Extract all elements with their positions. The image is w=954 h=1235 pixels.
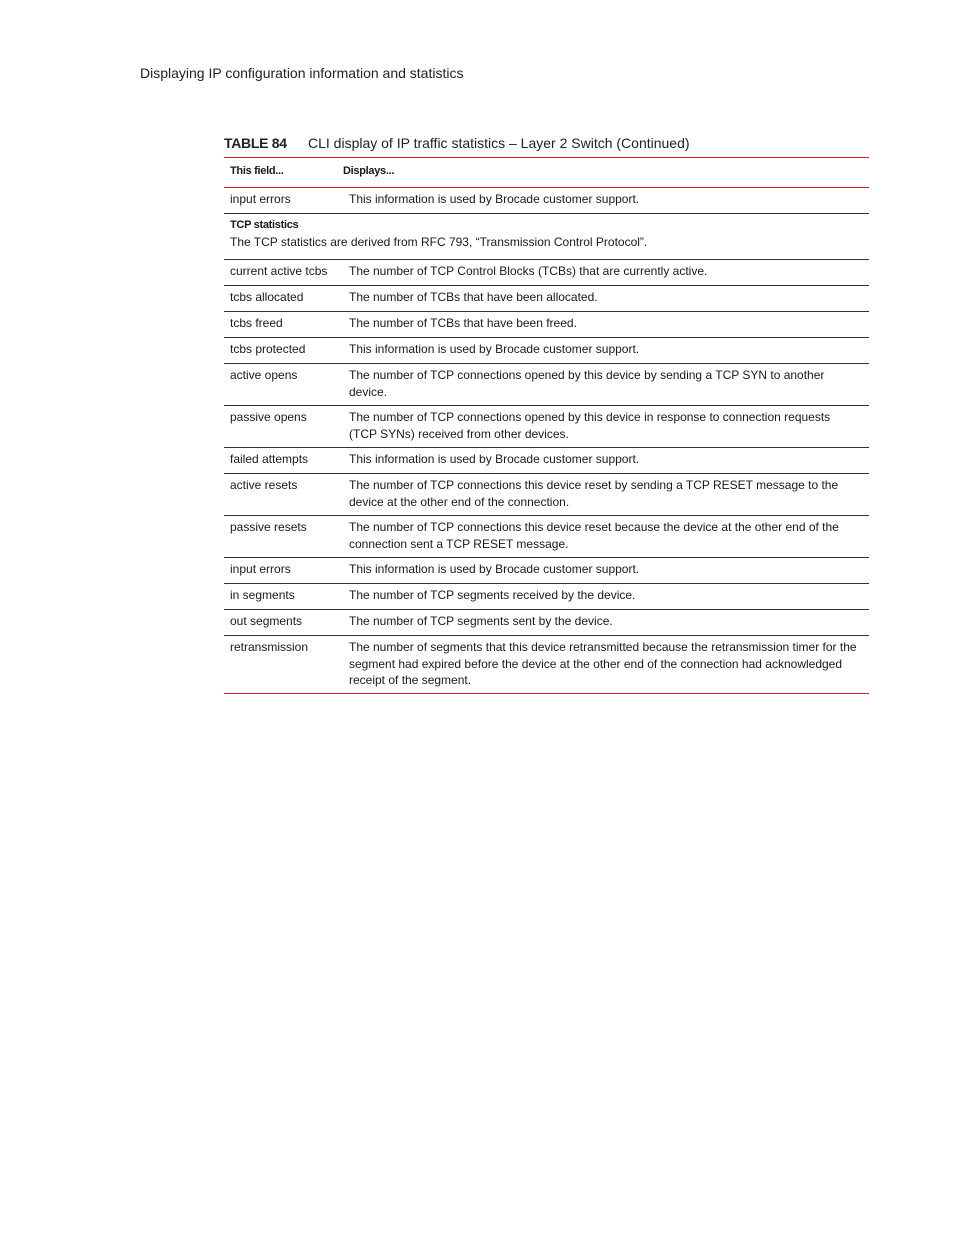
header-this-field: This field... <box>230 165 284 177</box>
field-cell: input errors <box>230 192 291 206</box>
field-cell: input errors <box>230 562 291 576</box>
displays-cell: The number of TCP segments received by the device. <box>349 588 636 602</box>
table-number: TABLE 84 <box>224 135 287 151</box>
table-row <box>224 364 869 406</box>
ip-traffic-statistics-table <box>224 157 869 694</box>
displays-cell: The number of TCP connections this device reset by sending a TCP RESET message to the device at the other end of the connection. <box>349 478 839 509</box>
displays-cell: This information is used by Brocade customer support. <box>349 452 640 466</box>
table-row <box>224 286 869 312</box>
table-row <box>224 474 869 516</box>
tcp-statistics-section <box>224 214 869 260</box>
table-row <box>224 338 869 364</box>
displays-cell: The number of TCP connections opened by this device in response to connection requests (TCP SYNs) received from other devices. <box>349 410 831 441</box>
table-caption-text: CLI display of IP traffic statistics – Layer 2 Switch (Continued) <box>308 135 690 151</box>
displays-cell: The number of TCP segments sent by the device. <box>349 614 613 628</box>
table-row <box>224 260 869 286</box>
field-cell: retransmission <box>230 640 309 654</box>
field-cell: active opens <box>230 368 298 382</box>
field-cell: passive resets <box>230 520 307 534</box>
field-cell: out segments <box>230 614 303 628</box>
field-cell: current active tcbs <box>230 264 328 278</box>
table-row <box>224 406 869 448</box>
running-header: Displaying IP configuration information and statistics <box>140 65 464 81</box>
header-displays: Displays... <box>343 165 395 177</box>
displays-cell: The number of TCBs that have been allocated. <box>349 290 598 304</box>
field-cell: tcbs freed <box>230 316 283 330</box>
table-row <box>224 312 869 338</box>
displays-cell: This information is used by Brocade customer support. <box>349 342 640 356</box>
field-cell: in segments <box>230 588 295 602</box>
field-cell: tcbs allocated <box>230 290 304 304</box>
field-cell: passive opens <box>230 410 307 424</box>
table-row <box>224 610 869 636</box>
displays-cell: The number of TCBs that have been freed. <box>349 316 577 330</box>
section-description: The TCP statistics are derived from RFC 793, “Transmission Control Protocol”. <box>230 235 648 249</box>
displays-cell: The number of TCP Control Blocks (TCBs) that are currently active. <box>349 264 708 278</box>
table-row <box>224 188 869 214</box>
displays-cell: The number of segments that this device retransmitted because the retransmission timer for the segment had expired before the device at the other end of the connection had acknowledged receipt of the segment. <box>349 640 857 687</box>
field-cell: failed attempts <box>230 452 309 466</box>
table-row <box>224 448 869 474</box>
field-cell: tcbs protected <box>230 342 306 356</box>
section-title: TCP statistics <box>230 219 299 231</box>
displays-cell: This information is used by Brocade customer support. <box>349 192 640 206</box>
table-row <box>224 584 869 610</box>
table-row <box>224 636 869 694</box>
table-row <box>224 558 869 584</box>
displays-cell: The number of TCP connections this device reset because the device at the other end of the connection sent a TCP RESET message. <box>349 520 839 551</box>
table-row <box>224 516 869 558</box>
table-caption <box>224 135 869 151</box>
displays-cell: This information is used by Brocade customer support. <box>349 562 640 576</box>
table-header-row <box>224 158 869 188</box>
field-cell: active resets <box>230 478 298 492</box>
displays-cell: The number of TCP connections opened by this device by sending a TCP SYN to another device. <box>349 368 825 399</box>
